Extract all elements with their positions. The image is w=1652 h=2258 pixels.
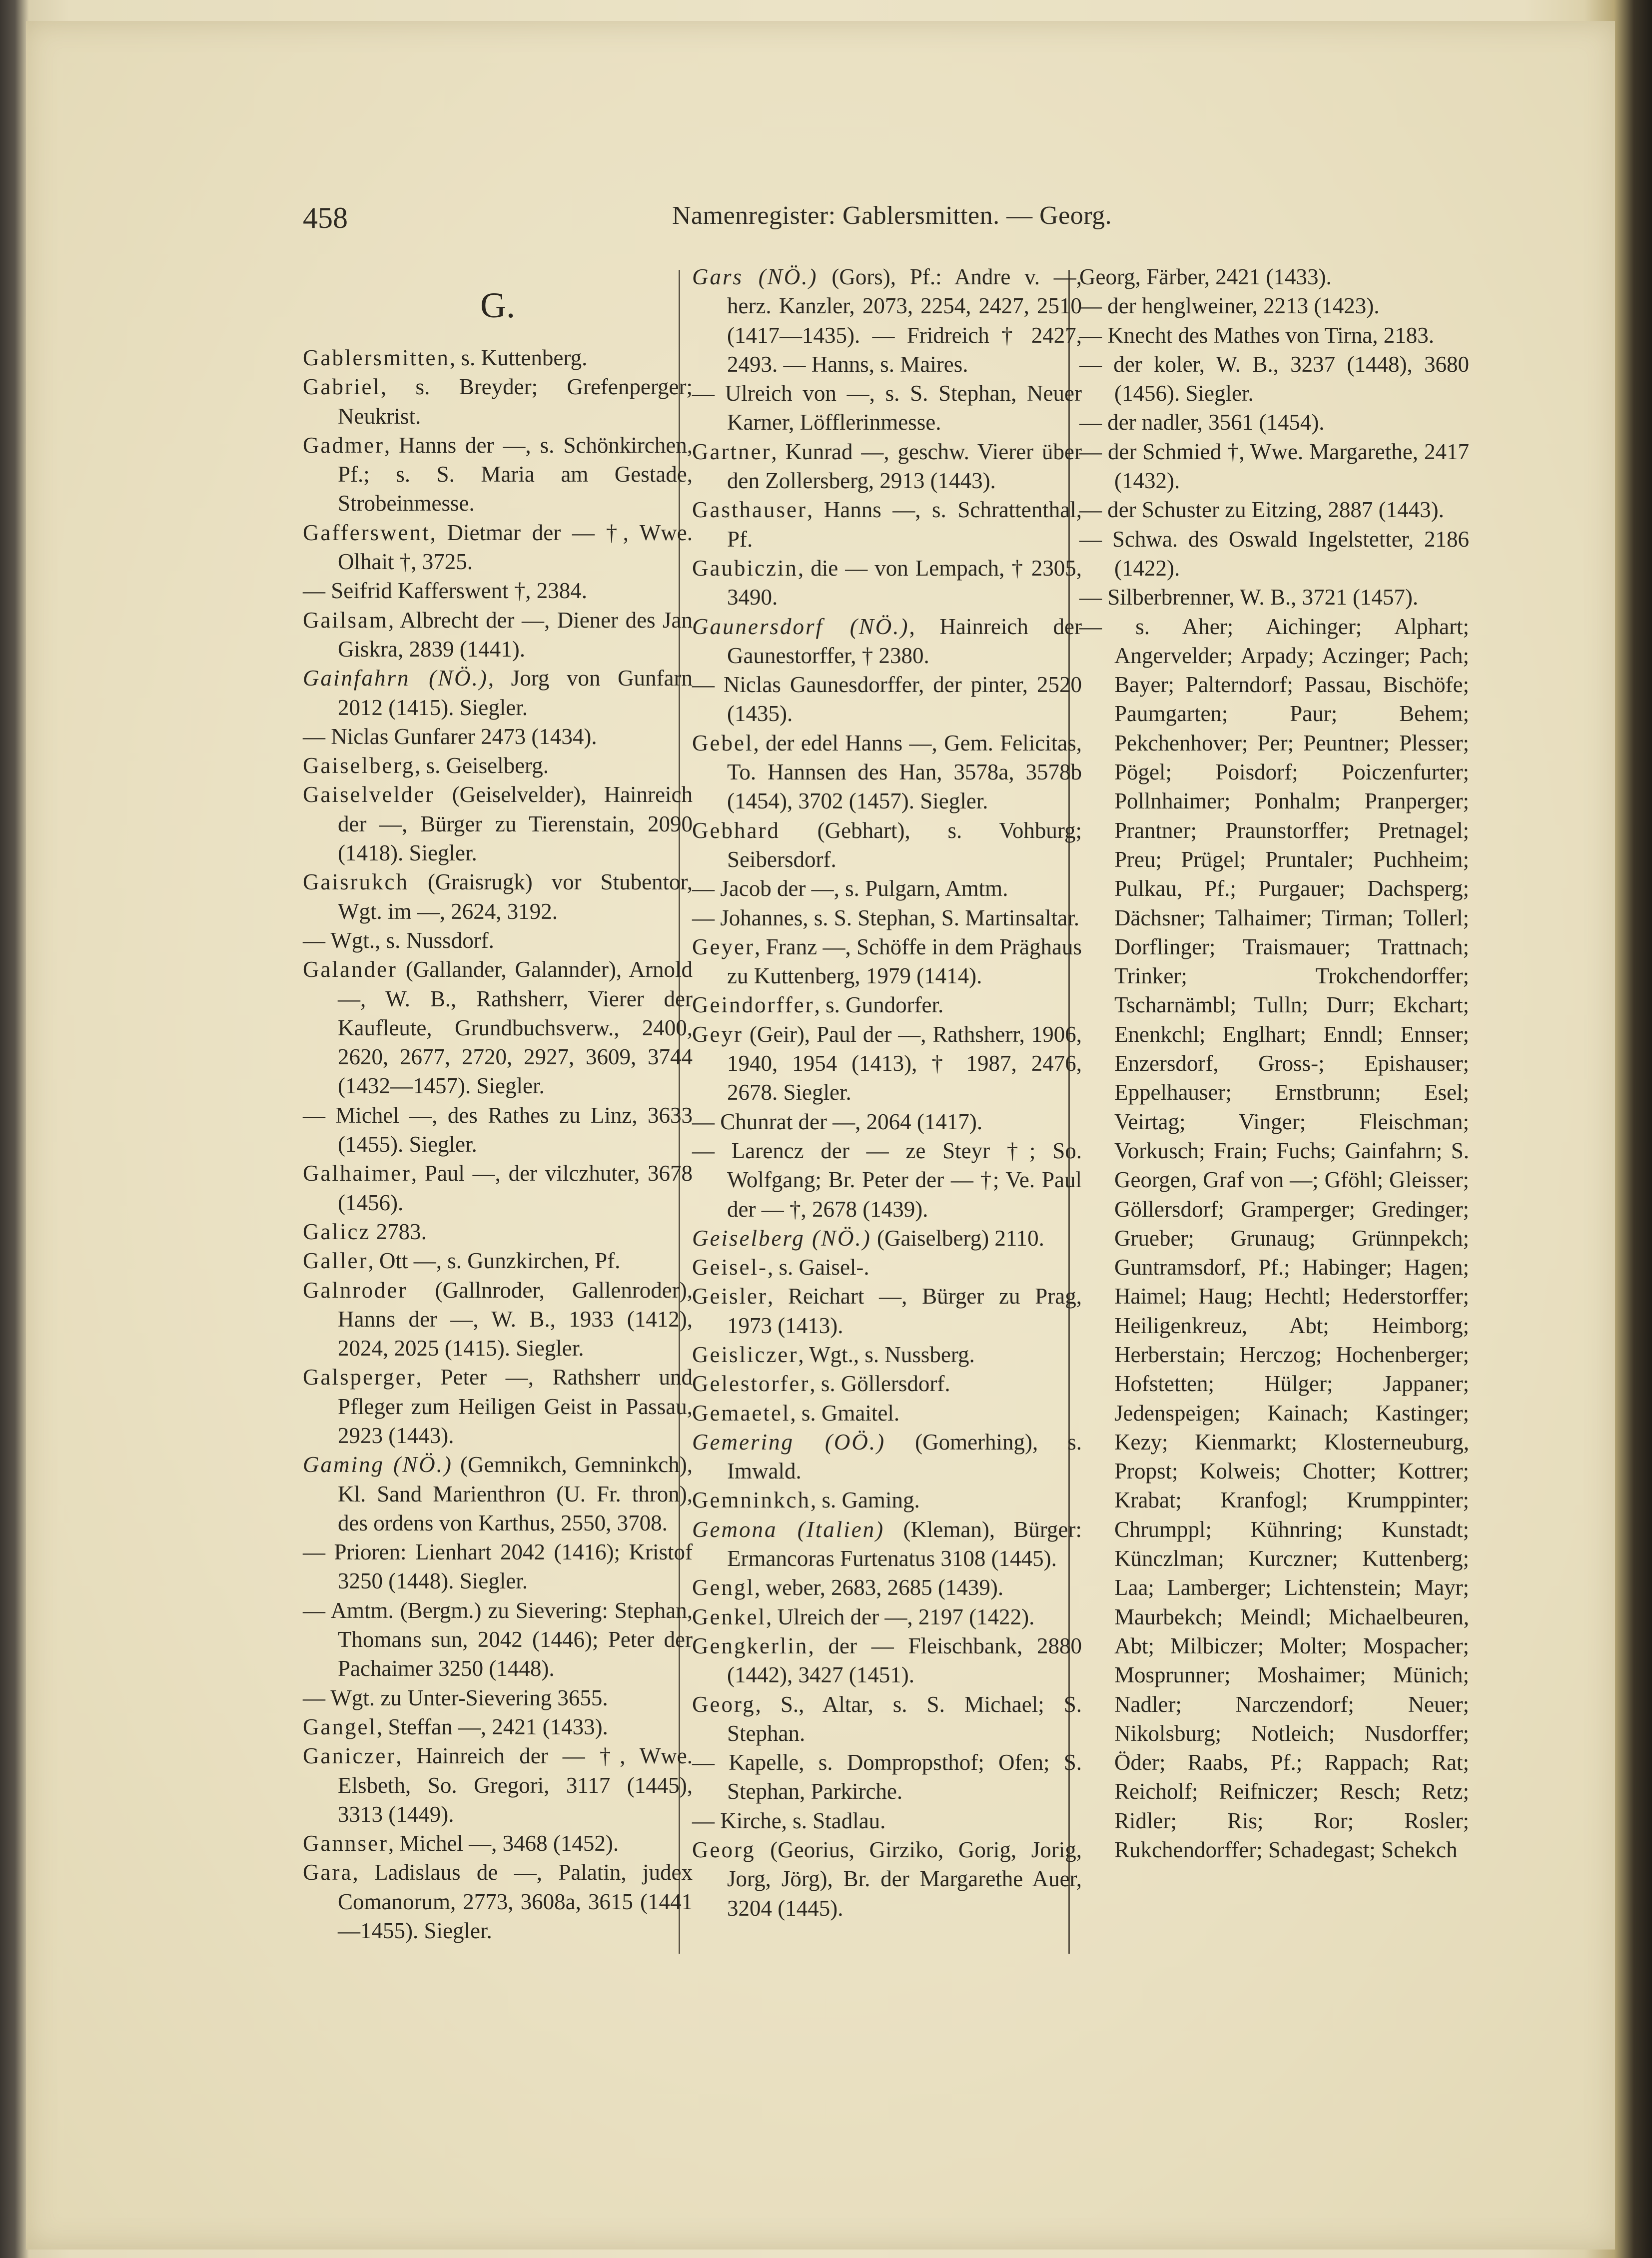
entry-continuation-dash: — — [1079, 526, 1102, 552]
index-entry — [303, 1829, 693, 1858]
index-entry — [692, 1631, 1082, 1690]
entry-continuation-dash: — — [692, 672, 715, 698]
entry-text: , Ulreich der —, 2197 (1422). — [766, 1604, 1035, 1629]
entry-text: Larencz der — ze Steyr †; So. Wolfgang; Br. Peter der — †; Ve. Paul der — †, 2678 (1439). — [715, 1138, 1082, 1222]
entry-continuation-dash: — — [692, 1109, 715, 1134]
entry-text: , Hainreich der Gaunestorffer, † 2380. — [727, 614, 1082, 668]
entry-headword: Gailsam — [303, 607, 388, 633]
entry-headword: Galnroder — [303, 1277, 408, 1303]
index-entry — [692, 874, 1082, 903]
index-entry — [692, 1428, 1082, 1486]
index-entry — [692, 1399, 1082, 1428]
entry-text: , Ladislaus de —, Palatin, judex Comanorum, 2773, 3608a, 3615 (1441—1455). Siegler. — [338, 1860, 693, 1944]
entry-headword: Gasthauser — [692, 497, 807, 523]
entry-text: Johannes, s. S. Stephan, S. Martinsaltar. — [715, 905, 1079, 930]
entry-text: , s. Gmaitel. — [790, 1400, 900, 1426]
entry-text: , Färber, 2421 (1433). — [1135, 264, 1332, 289]
entry-text: , Hanns der —, s. Schönkirchen, Pf.; s. S. Maria am Gestade, Strobeinmesse. — [338, 432, 693, 516]
entry-text: , Jorg von Gunfarn 2012 (1415). Siegler. — [338, 666, 693, 720]
entry-text: , Steffan —, 2421 (1433). — [376, 1714, 608, 1739]
entry-continuation-dash: — — [692, 1750, 715, 1775]
entry-headword: Gebhard — [692, 817, 780, 843]
entry-text: , s. Geiselberg. — [415, 753, 549, 778]
index-entry — [692, 379, 1082, 437]
index-entry — [692, 1107, 1082, 1136]
entry-headword: Gartner — [692, 439, 772, 464]
entry-text: , Franz —, Schöffe in dem Präghaus zu Kuttenberg, 1979 (1414). — [727, 934, 1082, 989]
entry-continuation-dash: — — [1079, 410, 1102, 435]
index-entry — [1079, 437, 1469, 496]
entry-text: (Kleman), Bürger: Ermancoras Furtenatus 3108 (1445). — [727, 1516, 1082, 1571]
entry-place-headword: Gaming (NÖ.) — [303, 1452, 453, 1478]
entry-text: Seifrid Kafferswent †, 2384. — [325, 578, 588, 604]
index-entry — [303, 1450, 693, 1537]
entry-headword: Gafferswent — [303, 520, 430, 545]
entry-continuation-dash: — — [303, 1539, 325, 1565]
entry-text: , Reichart —, Bürger zu Prag, 1973 (1413). — [727, 1284, 1082, 1338]
index-entry — [1079, 525, 1469, 583]
index-entry — [303, 664, 693, 722]
index-entry — [1079, 495, 1469, 524]
entry-continuation-dash: — — [692, 905, 715, 930]
index-column-1 — [303, 262, 693, 1945]
entry-text: , s. Göllersdorf. — [810, 1371, 950, 1397]
index-entry — [303, 1712, 693, 1741]
entry-text: Michel —, des Rathes zu Linz, 3633 (1455). Siegler. — [325, 1102, 693, 1157]
entry-text: , Hainreich der — †, Wwe. Elsbeth, So. Gregori, 3117 (1445), 3313 (1449). — [338, 1743, 693, 1827]
entry-text: (Gebhart), s. Vohburg; Seibersdorf. — [727, 817, 1082, 872]
entry-headword: Gengl — [692, 1575, 755, 1600]
section-letter: G. — [480, 285, 515, 325]
entry-text: Kirche, s. Stadlau. — [715, 1808, 886, 1833]
entry-text: der henglweiner, 2213 (1423). — [1102, 293, 1380, 319]
entry-text: Wgt., s. Nussdorf. — [325, 927, 494, 953]
entry-text: , Hanns —, s. Schrattenthal, Pf. — [727, 497, 1082, 552]
entry-text: (Graisrugk) vor Stubentor, Wgt. im —, 2624, 3192. — [338, 869, 693, 924]
index-entry — [303, 1246, 693, 1275]
entry-text: , Wgt., s. Nussberg. — [798, 1342, 975, 1367]
index-entry — [692, 1806, 1082, 1835]
index-entry — [303, 751, 693, 780]
entry-continuation-dash: — — [303, 1685, 325, 1710]
index-entry — [692, 1020, 1082, 1107]
entry-text: Schwa. des Oswald Ingelstetter, 2186 (1422). — [1102, 526, 1469, 581]
entry-text: , S., Altar, s. S. Michael; S. Stephan. — [727, 1691, 1082, 1746]
entry-text: Chunrat der —, 2064 (1417). — [715, 1109, 983, 1134]
index-entry — [692, 990, 1082, 1019]
entry-continuation-dash: — — [1079, 351, 1102, 377]
index-entry — [692, 816, 1082, 874]
index-entry — [692, 1136, 1082, 1224]
entry-headword: Geisel- — [692, 1255, 768, 1280]
entry-headword: Gengkerlin — [692, 1633, 809, 1658]
index-entry — [692, 1224, 1082, 1253]
entry-continuation-dash: — — [1079, 293, 1102, 319]
entry-text: , s. Kuttenberg. — [449, 345, 588, 370]
entry-text: Wgt. zu Unter-Sievering 3655. — [325, 1685, 608, 1710]
entry-text: Niclas Gaunesdorffer, der pinter, 2520 (1435). — [715, 672, 1082, 727]
entry-headword: Genkel — [692, 1604, 766, 1629]
entry-headword: Gablersmitten — [303, 345, 450, 370]
entry-text: , Dietmar der — †, Wwe. Olhait †, 3725. — [338, 520, 693, 575]
entry-place-headword: Gars (NÖ.) — [692, 264, 818, 289]
entry-text: Niclas Gunfarer 2473 (1434). — [325, 724, 597, 749]
index-entry — [303, 867, 693, 926]
entry-headword: Gebel — [692, 730, 754, 755]
entry-headword: Gabriel — [303, 374, 381, 400]
entry-continuation-dash: — — [303, 1102, 325, 1128]
index-entry — [303, 1683, 693, 1712]
entry-place-headword: Geiselberg (NÖ.) — [692, 1225, 871, 1251]
index-entry — [303, 1363, 693, 1450]
entry-text: , Kunrad —, geschw. Vierer über den Zollersberg, 2913 (1443). — [727, 439, 1082, 494]
index-entry — [303, 1741, 693, 1829]
entry-text: , s. Gaisel-. — [767, 1255, 869, 1280]
entry-headword: Georg — [1079, 264, 1135, 289]
index-entry — [692, 1748, 1082, 1806]
entry-headword: Galsperger — [303, 1365, 416, 1390]
index-entry — [692, 932, 1082, 991]
entry-text: der nadler, 3561 (1454). — [1102, 410, 1325, 435]
entry-text: der Schmied †, Wwe. Margarethe, 2417 (1432). — [1102, 439, 1469, 494]
index-entry — [692, 1602, 1082, 1631]
index-entry — [1079, 583, 1469, 612]
entry-headword: Geisliczer — [692, 1342, 799, 1367]
index-entry — [692, 1340, 1082, 1369]
index-entry — [303, 606, 693, 664]
entry-text: Jacob der —, s. Pulgarn, Amtm. — [715, 876, 1008, 901]
entry-text: Kapelle, s. Dompropsthof; Ofen; S. Stephan, Parkirche. — [715, 1750, 1082, 1804]
entry-text: (Gomerhing), s. Imwald. — [727, 1429, 1082, 1484]
entry-continuation-dash: — — [1079, 497, 1102, 523]
entry-text: , Peter —, Rathsherr und Pfleger zum Heiligen Geist in Passau, 2923 (1443). — [338, 1365, 693, 1448]
entry-text: Prioren: Lienhart 2042 (1416); Kristof 3250 (1448). Siegler. — [325, 1539, 693, 1594]
index-entry — [692, 670, 1082, 729]
index-entry — [692, 1486, 1082, 1514]
index-entry — [303, 576, 693, 605]
index-entry — [692, 1369, 1082, 1398]
entry-text: Ulreich von —, s. S. Stephan, Neuer Karner, Löfflerinmesse. — [715, 381, 1082, 435]
entry-text: (Gallnroder, Gallenroder), Hanns der —, W. B., 1933 (1412), 2024, 2025 (1415). Siegler. — [338, 1277, 693, 1361]
entry-text: , s. Breyder; Grefenperger; Neukrist. — [338, 374, 693, 429]
entry-headword: Gaiselberg — [303, 753, 415, 778]
index-entry — [692, 495, 1082, 554]
entry-text: der koler, W. B., 3237 (1448), 3680 (1456). Siegler. — [1102, 351, 1469, 406]
entry-text: , weber, 2683, 2685 (1439). — [754, 1575, 1004, 1600]
index-entry — [303, 343, 693, 372]
index-entry — [692, 1515, 1082, 1573]
entry-headword: Georg — [692, 1691, 756, 1717]
entry-text: Knecht des Mathes von Tirna, 2183. — [1102, 322, 1434, 348]
entry-text: , s. Gaming. — [810, 1488, 920, 1513]
entry-text: (Gors), Pf.: Andre v. —, herz. Kanzler, 2073, 2254, 2427, 2510 (1417—1435). — Fridreich † 2427, 2493. — Hanns, s. Maires. — [727, 264, 1082, 377]
entry-headword: Geyer — [692, 934, 755, 959]
entry-text: (Geir), Paul der —, Rathsherr, 1906, 1940, 1954 (1413), † 1987, 2476, 2678. Siegler. — [727, 1021, 1082, 1105]
entry-place-headword: Gaunersdorf (NÖ.) — [692, 614, 909, 639]
entry-headword: Gemaetel — [692, 1400, 791, 1426]
entry-continuation-dash: — — [692, 381, 715, 406]
index-entry — [303, 955, 693, 1100]
entry-text: , der — Fleischbank, 2880 (1442), 3427 (1451). — [727, 1633, 1082, 1688]
index-entry — [1079, 612, 1469, 1865]
index-column-3 — [1079, 262, 1469, 1864]
index-entry — [303, 1217, 693, 1246]
entry-place-headword: Gainfahrn (NÖ.) — [303, 666, 488, 691]
entry-text: , Albrecht der —, Diener des Jan Giskra, 2839 (1441). — [338, 607, 693, 662]
entry-place-headword: Gemona (Italien) — [692, 1516, 885, 1542]
index-entry — [303, 780, 693, 867]
entry-text: Silberbrenner, W. B., 3721 (1457). — [1102, 585, 1419, 610]
entry-text: (Geiselvelder), Hainreich der —, Bürger zu Tierenstain, 2090 (1418). Siegler. — [338, 782, 693, 866]
index-entry — [303, 926, 693, 955]
entry-headword: Galhaimer — [303, 1161, 411, 1186]
index-entry — [303, 1537, 693, 1596]
entry-text: , Michel —, 3468 (1452). — [388, 1831, 619, 1856]
index-entry — [1079, 291, 1469, 320]
entry-headword: Gelestorfer — [692, 1371, 810, 1397]
entry-text: (Georius, Girziko, Gorig, Jorig, Jorg, Jörg), Br. der Margarethe Auer, 3204 (1445). — [727, 1837, 1082, 1921]
entry-continuation-dash: — — [303, 927, 325, 953]
entry-continuation-dash: — — [1079, 439, 1102, 464]
page-number: 458 — [303, 201, 348, 234]
running-title: Namenregister: Gablersmitten. — Georg. — [672, 201, 1112, 230]
entry-headword: Ganiczer — [303, 1743, 396, 1769]
entry-headword: Gannser — [303, 1831, 388, 1856]
entry-headword: Gara — [303, 1860, 353, 1885]
index-entry — [303, 1276, 693, 1363]
index-entry — [303, 1858, 693, 1945]
entry-continuation-dash: — — [692, 876, 715, 901]
index-entry — [303, 1101, 693, 1159]
index-column-2 — [692, 262, 1082, 1923]
entry-text: , die — von Lempach, † 2305, 3490. — [727, 555, 1082, 610]
index-entry — [692, 262, 1082, 379]
entry-headword: Galander — [303, 957, 397, 982]
entry-headword: Geisler — [692, 1284, 768, 1309]
entry-headword: Gangel — [303, 1714, 377, 1739]
entry-headword: Geindorffer — [692, 992, 815, 1018]
index-entry — [692, 554, 1082, 612]
index-entry — [303, 722, 693, 751]
entry-text: , der edel Hanns —, Gem. Felicitas, To. Hannsen des Han, 3578a, 3578b (1454), 3702 (1457). Siegler. — [727, 730, 1082, 814]
entry-text: , s. Gundorfer. — [814, 992, 944, 1018]
index-entry — [692, 1253, 1082, 1282]
index-entry — [303, 1159, 693, 1217]
entry-place-headword: Gemering (OÖ.) — [692, 1429, 886, 1455]
entry-text: , Paul —, der vilczhuter, 3678 (1456). — [338, 1161, 693, 1215]
entry-text: der Schuster zu Eitzing, 2887 (1443). — [1102, 497, 1444, 523]
index-entry — [692, 903, 1082, 932]
entry-continuation-dash: — — [1079, 585, 1102, 610]
entry-continuation-dash: — — [303, 1597, 325, 1623]
entry-text: Amtm. (Bergm.) zu Sievering: Stephan, Thomans sun, 2042 (1446); Peter der Pachaimer 3250 (1448). — [325, 1597, 693, 1681]
entry-text: (Gemnikch, Gemninkch), Kl. Sand Marienthron (U. Fr. thron), des ordens von Karthus, 2550, 3708. — [338, 1452, 693, 1535]
entry-continuation-dash: — — [692, 1138, 715, 1163]
entry-continuation-dash: — — [1079, 322, 1102, 348]
entry-text: s. Aher; Aichinger; Alphart; Angervelder; Arpady; Aczinger; Pach; Bayer; Palterndorf; Passau, Bischöfe; Paumgarten; Paur; Behem; Pekchenhover; Per; Peuntner; Plesser; Pögel; Poisdorf; Poiczenfurter; Pollnhaimer; Ponhalm; Pranperger; Prantner; Praunstorffer; Pretnagel; Preu; Prügel; Pruntaler; Puchheim; Pulkau, Pf.; Purgauer; Dachsperg; Dächsner; Talhaimer; Tirman; Tollerl; Dorflinger; Traismauer; Trattnach; Trinker; Trokchendorffer; Tscharnämbl; Tulln; Durr; Ekchart; Enenkchl; Englhart; Enndl; Ennser; Enzersdorf, Gross-; Epishauser; Eppelhauser; Ernstbrunn; Esel; Veirtag; Vinger; Fleischman; Vorkusch; Frain; Fuchs; Gainfahrn; S. Georgen, Graf von —; Gföhl; Gleisser; Göllersdorf; Gramperger; Gredinger; Grueber; Grunaug; Grünnpekch; Guntramsdorf, Pf.; Habinger; Hagen; Haimel; Haug; Hechtl; Hederstorffer; Heiligenkreuz, Abt; Heimborg; Herberstain; Herczog; Hochenberger; Hofstetten; Hülger; Jappaner; Jedenspeigen; Kainach; Kastinger; Kezy; Kienmarkt; Klosterneuburg, Propst; Kolweis; Chotter; Kottrer; Krabat; Kranfogl; Krumppinter; Chrumppl; Kühnring; Kunstadt; Künczlman; Kurczner; Kuttenberg; Laa; Lamberger; Lichtenstein; Mayr; Maurbekch; Meindl; Michaelbeuren, Abt; Milbiczer; Molter; Mospacher; Mosprunner; Moshaimer; Münich; Nadler; Narczendorf; Neuer; Nikolsburg; Notleich; Nusdorffer; Öder; Raabs, Pf.; Rappach; Rat; Reicholf; Reifniczer; Resch; Retz; Ridler; Ris; Ror; Rosler; Rukchendorffer; Schadegast; Schekch — [1102, 614, 1469, 1863]
entry-headword: Gaiselvelder — [303, 782, 435, 807]
index-entry — [692, 1835, 1082, 1923]
entry-headword: Gaisrukch — [303, 869, 409, 895]
index-entry — [303, 372, 693, 431]
index-entry — [1079, 350, 1469, 408]
entry-continuation-dash: — — [692, 1808, 715, 1833]
index-entry — [692, 1282, 1082, 1340]
index-entry — [303, 431, 693, 518]
index-entry — [692, 1573, 1082, 1602]
entry-headword: Geyr — [692, 1021, 743, 1047]
entry-headword: Georg — [692, 1837, 756, 1863]
index-entry — [1079, 408, 1469, 437]
index-entry — [303, 518, 693, 577]
index-entry — [692, 612, 1082, 671]
entry-headword: Galicz — [303, 1219, 371, 1244]
entry-headword: Galler — [303, 1248, 368, 1274]
entry-text: (Gallander, Galannder), Arnold —, W. B., Rathsherr, Vierer der Kaufleute, Grundbuchsverw., 2400, 2620, 2677, 2720, 2927, 3609, 3744 (1432—1457). Siegler. — [338, 957, 693, 1099]
entry-headword: Gadmer — [303, 432, 384, 458]
index-entry — [1079, 262, 1469, 291]
entry-headword: Gaubiczin — [692, 555, 798, 581]
entry-text: , Ott —, s. Gunzkirchen, Pf. — [368, 1248, 621, 1274]
entry-continuation-dash: — — [1079, 614, 1102, 639]
entry-headword: Gemninkch — [692, 1488, 811, 1513]
index-entry — [1079, 321, 1469, 350]
entry-continuation-dash: — — [303, 724, 325, 749]
entry-continuation-dash: — — [303, 578, 325, 604]
index-entry — [692, 729, 1082, 816]
entry-text: (Gaiselberg) 2110. — [871, 1225, 1044, 1251]
entry-text: 2783. — [370, 1219, 427, 1244]
index-entry — [692, 1690, 1082, 1748]
index-entry — [303, 1596, 693, 1683]
index-entry — [692, 437, 1082, 496]
